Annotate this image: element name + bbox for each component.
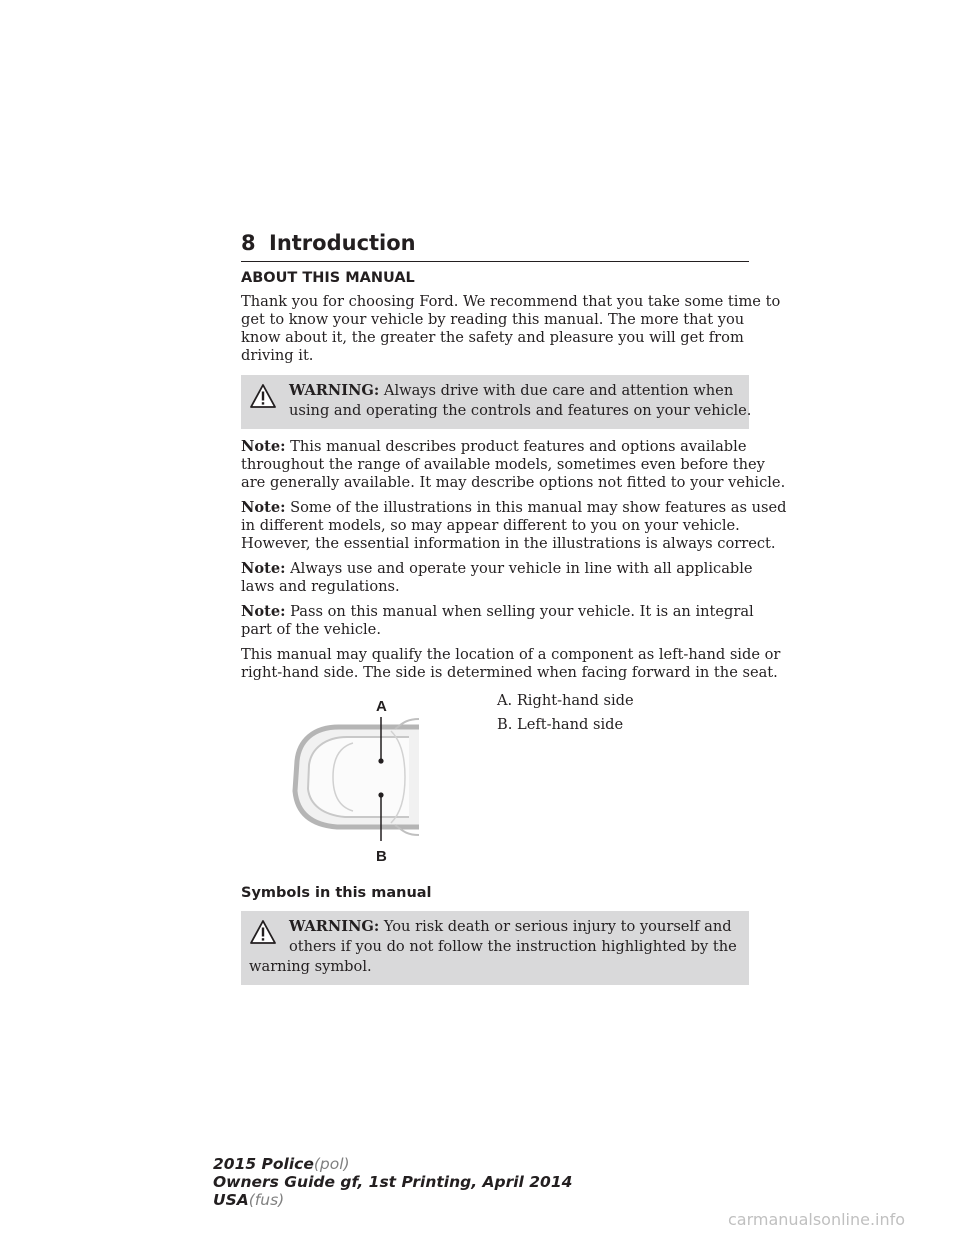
note-text: Pass on this manual when selling your vehicle. It is an integral (290, 603, 754, 620)
warning-label: WARNING: (289, 382, 380, 399)
page-footer (213, 1155, 572, 1209)
figure-label-b: B (376, 848, 387, 865)
note-text: are generally available. It may describe options not fitted to your vehicle. (241, 474, 786, 491)
vehicle-top-view-illustration (291, 699, 431, 869)
symbols-heading: Symbols in this manual (241, 885, 432, 901)
side-paragraph (241, 646, 781, 682)
intro-paragraph (241, 293, 781, 365)
note-paragraph (241, 438, 786, 492)
note-text: part of the vehicle. (241, 621, 381, 638)
section-heading: ABOUT THIS MANUAL (241, 270, 415, 286)
note-paragraph (241, 560, 753, 596)
warning-text: others if you do not follow the instruction highlighted by the (289, 938, 737, 955)
legend-item-b: B. Left-hand side (497, 716, 624, 733)
footer-model: 2015 Police (213, 1155, 314, 1173)
warning-box (241, 911, 749, 985)
intro-line: know about it, the greater the safety and pleasure you will get from (241, 329, 744, 346)
intro-line: driving it. (241, 347, 314, 364)
note-label: Note: (241, 438, 286, 455)
note-text: laws and regulations. (241, 578, 400, 595)
footer-market: USA (213, 1191, 249, 1209)
note-label: Note: (241, 560, 286, 577)
figure-label-a: A (376, 699, 387, 715)
watermark: carmanualsonline.info (728, 1210, 906, 1229)
note-text: Always use and operate your vehicle in line with all applicable (290, 560, 753, 577)
warning-box (241, 375, 752, 429)
side-line: right-hand side. The side is determined when facing forward in the seat. (241, 664, 778, 681)
figure-legend (497, 689, 634, 737)
page-header (241, 229, 749, 262)
warning-text: You risk death or serious injury to yourself and (383, 918, 732, 935)
warning-triangle-icon (250, 384, 276, 408)
warning-triangle-icon (250, 920, 276, 944)
footer-model-code: (pol) (313, 1155, 350, 1173)
note-label: Note: (241, 499, 286, 516)
warning-text: warning symbol. (249, 958, 372, 975)
note-text: This manual describes product features and options available (290, 438, 747, 455)
warning-text: using and operating the controls and features on your vehicle. (289, 402, 752, 419)
note-text: throughout the range of available models, sometimes even before they (241, 456, 765, 473)
page-content (241, 270, 787, 994)
note-paragraph (241, 603, 754, 639)
intro-line: Thank you for choosing Ford. We recommend that you take some time to (241, 293, 781, 310)
warning-line (289, 382, 733, 399)
note-text: However, the essential information in the illustrations is always correct. (241, 535, 776, 552)
warning-label: WARNING: (289, 918, 380, 935)
warning-line (289, 918, 732, 935)
note-text: in different models, so may appear different to you on your vehicle. (241, 517, 740, 534)
legend-item-a: A. Right-hand side (497, 692, 634, 709)
footer-edition: Owners Guide gf, 1st Printing, April 2014 (213, 1173, 573, 1191)
footer-market-code: (fus) (248, 1191, 285, 1209)
note-text: Some of the illustrations in this manual may show features as used (290, 499, 787, 516)
warning-text: Always drive with due care and attention when (383, 382, 734, 399)
intro-line: get to know your vehicle by reading this manual. The more that you (241, 311, 745, 328)
chapter-title: Introduction (269, 231, 416, 255)
note-label: Note: (241, 603, 286, 620)
page-number: 8 (241, 231, 256, 255)
note-paragraph (241, 499, 787, 553)
side-line: This manual may qualify the location of a component as left-hand side or (241, 646, 781, 663)
vehicle-side-figure (241, 689, 749, 879)
